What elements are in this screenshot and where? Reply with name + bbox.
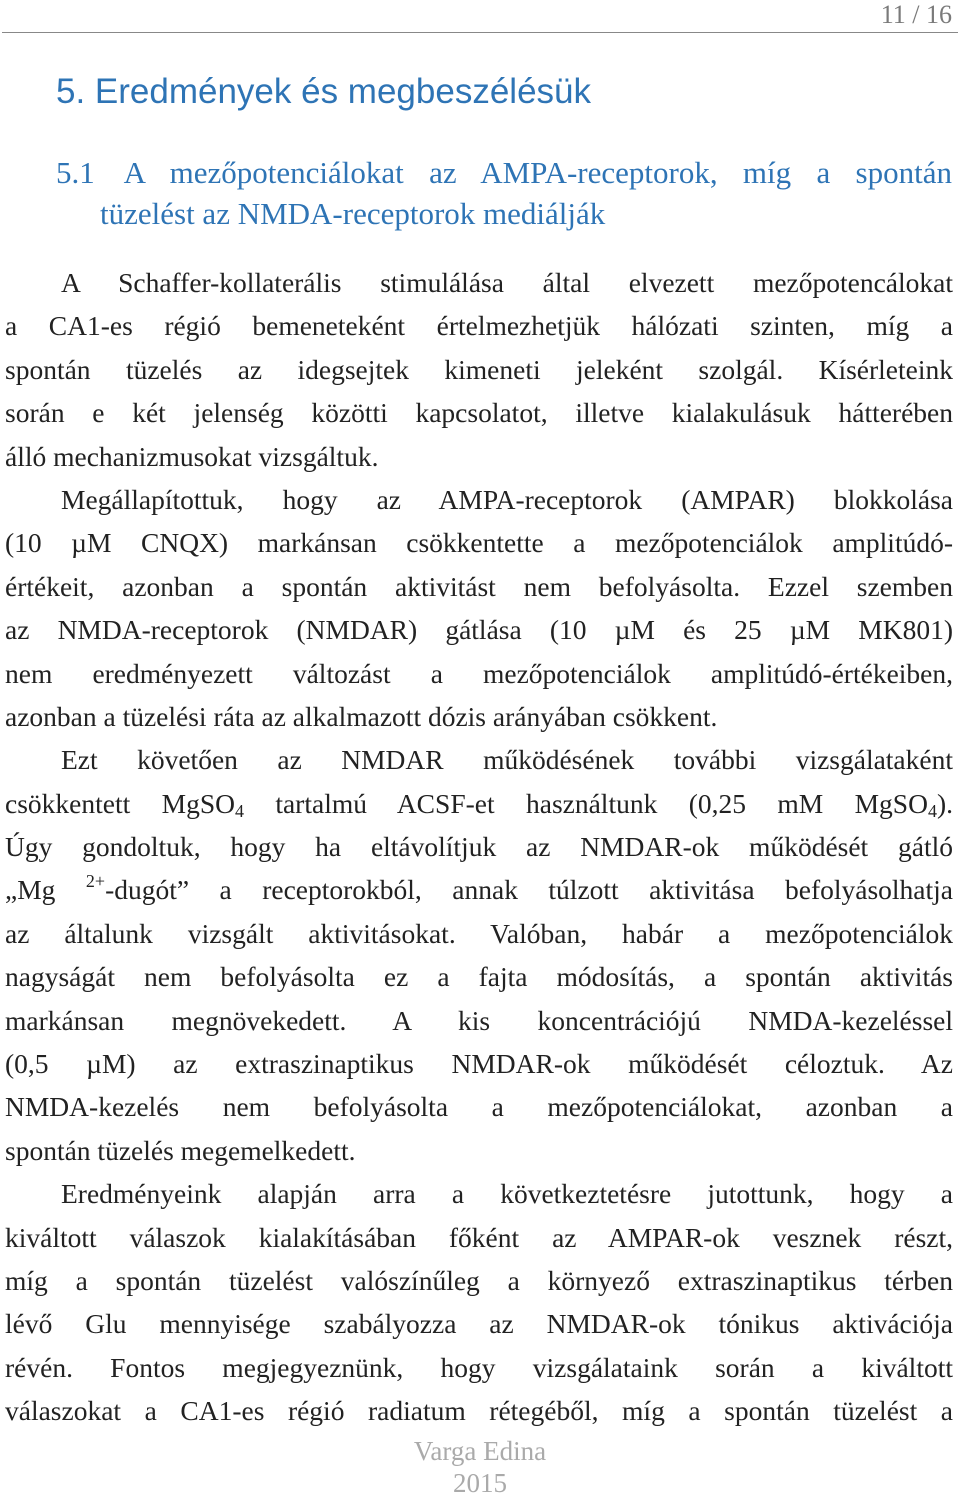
body-line: álló mechanizmusokat vizsgáltuk. <box>5 440 379 472</box>
body-line-mgso4-mid: tartalmú ACSF-et használtunk (0,25 mM MgSO <box>243 787 928 819</box>
body-line: nem eredményezett változást a mezőpotenciálok amplitúdó-értékeiben, <box>5 657 953 689</box>
body-line: Úgy gondoltuk, hogy ha eltávolítjuk az NMDAR-ok működését gátló <box>5 831 953 863</box>
body-line: markánsan megnövekedett. A kis koncentrációjú NMDA-kezeléssel <box>5 1004 953 1036</box>
body-line: NMDA-kezelés nem befolyásolta a mezőpotenciálokat, azonban a <box>5 1091 953 1123</box>
body-line: értékeit, azonban a spontán aktivitást nem befolyásolta. Ezzel szemben <box>5 570 953 602</box>
subsection-title-line2: tüzelést az NMDA-receptorok mediálják <box>100 196 606 231</box>
body-line: során e két jelenség közötti kapcsolatot, illetve kialakulásuk hátterében <box>5 397 953 429</box>
body-text <box>5 261 953 1433</box>
subscript-4: 4 <box>927 800 937 821</box>
body-line: az általunk vizsgált aktivitásokat. Valóban, habár a mezőpotenciálok <box>5 917 953 949</box>
body-line: a CA1-es régió bemeneteként értelmezhetjük hálózati szinten, míg a <box>5 310 953 342</box>
body-line: Ezt követően az NMDAR működésének további vizsgálataként <box>61 744 953 776</box>
subscript-4: 4 <box>234 800 244 821</box>
body-line-mg-plug <box>5 868 953 911</box>
body-line: válaszokat a CA1-es régió radiatum rétegéből, míg a spontán tüzelést a <box>5 1395 953 1427</box>
body-line: spontán tüzelés az idegsejtek kimeneti jeleként szolgál. Kísérleteink <box>5 353 953 385</box>
body-line-mg-start: „Mg <box>5 874 56 906</box>
body-line-mg-rest: -dugót” a receptorokból, annak túlzott aktivitása befolyásolhatja <box>105 874 953 906</box>
page-number: 11 / 16 <box>880 0 952 29</box>
body-line: lévő Glu mennyisége szabályozza az NMDAR-ok tónikus aktivációja <box>5 1308 953 1340</box>
footer-author: Varga Edina <box>413 1436 547 1466</box>
body-line: kiváltott válaszok kialakításában főként az AMPAR-ok vesznek részt, <box>5 1221 953 1253</box>
subsection-number: 5.1 <box>56 155 95 190</box>
body-line: (10 µM CNQX) markánsan csökkentette a mezőpotenciálok amplitúdó- <box>5 527 953 559</box>
body-line-mgso4 <box>5 782 953 825</box>
body-line: azonban a tüzelési ráta az alkalmazott dózis arányában csökkent. <box>5 700 718 732</box>
body-line: spontán tüzelés megemelkedett. <box>5 1134 356 1166</box>
section-heading: 5. Eredmények és megbeszélésük <box>56 72 591 111</box>
subsection-title-line1: A mezőpotenciálokat az AMPA-receptorok, míg a spontán <box>123 155 952 190</box>
body-line-mgso4-start: csökkentett MgSO <box>5 787 235 819</box>
footer-year: 2015 <box>453 1468 507 1498</box>
body-line: Megállapítottuk, hogy az AMPA-receptorok (AMPAR) blokkolása <box>61 483 953 515</box>
body-line: révén. Fontos megjegyeznünk, hogy vizsgálataink során a kiváltott <box>5 1351 953 1383</box>
body-line: az NMDA-receptorok (NMDAR) gátlása (10 µM és 25 µM MK801) <box>5 614 953 646</box>
superscript-2plus: 2+ <box>85 871 106 892</box>
body-line: míg a spontán tüzelést valószínűleg a környező extraszinaptikus térben <box>5 1264 953 1296</box>
header-rule <box>2 32 958 33</box>
body-line: nagyságát nem befolyásolta ez a fajta módosítás, a spontán aktivitás <box>5 961 953 993</box>
body-line-mgso4-end: ). <box>936 787 953 819</box>
body-line: (0,5 µM) az extraszinaptikus NMDAR-ok működését céloztuk. Az <box>5 1048 953 1080</box>
subsection-heading <box>56 152 952 234</box>
body-line: A Schaffer-kollaterális stimulálása által elvezett mezőpotencálokat <box>61 267 953 298</box>
body-line: Eredményeink alapján arra a következtetésre jutottunk, hogy a <box>61 1178 953 1210</box>
subsection-heading-line1 <box>56 152 952 193</box>
